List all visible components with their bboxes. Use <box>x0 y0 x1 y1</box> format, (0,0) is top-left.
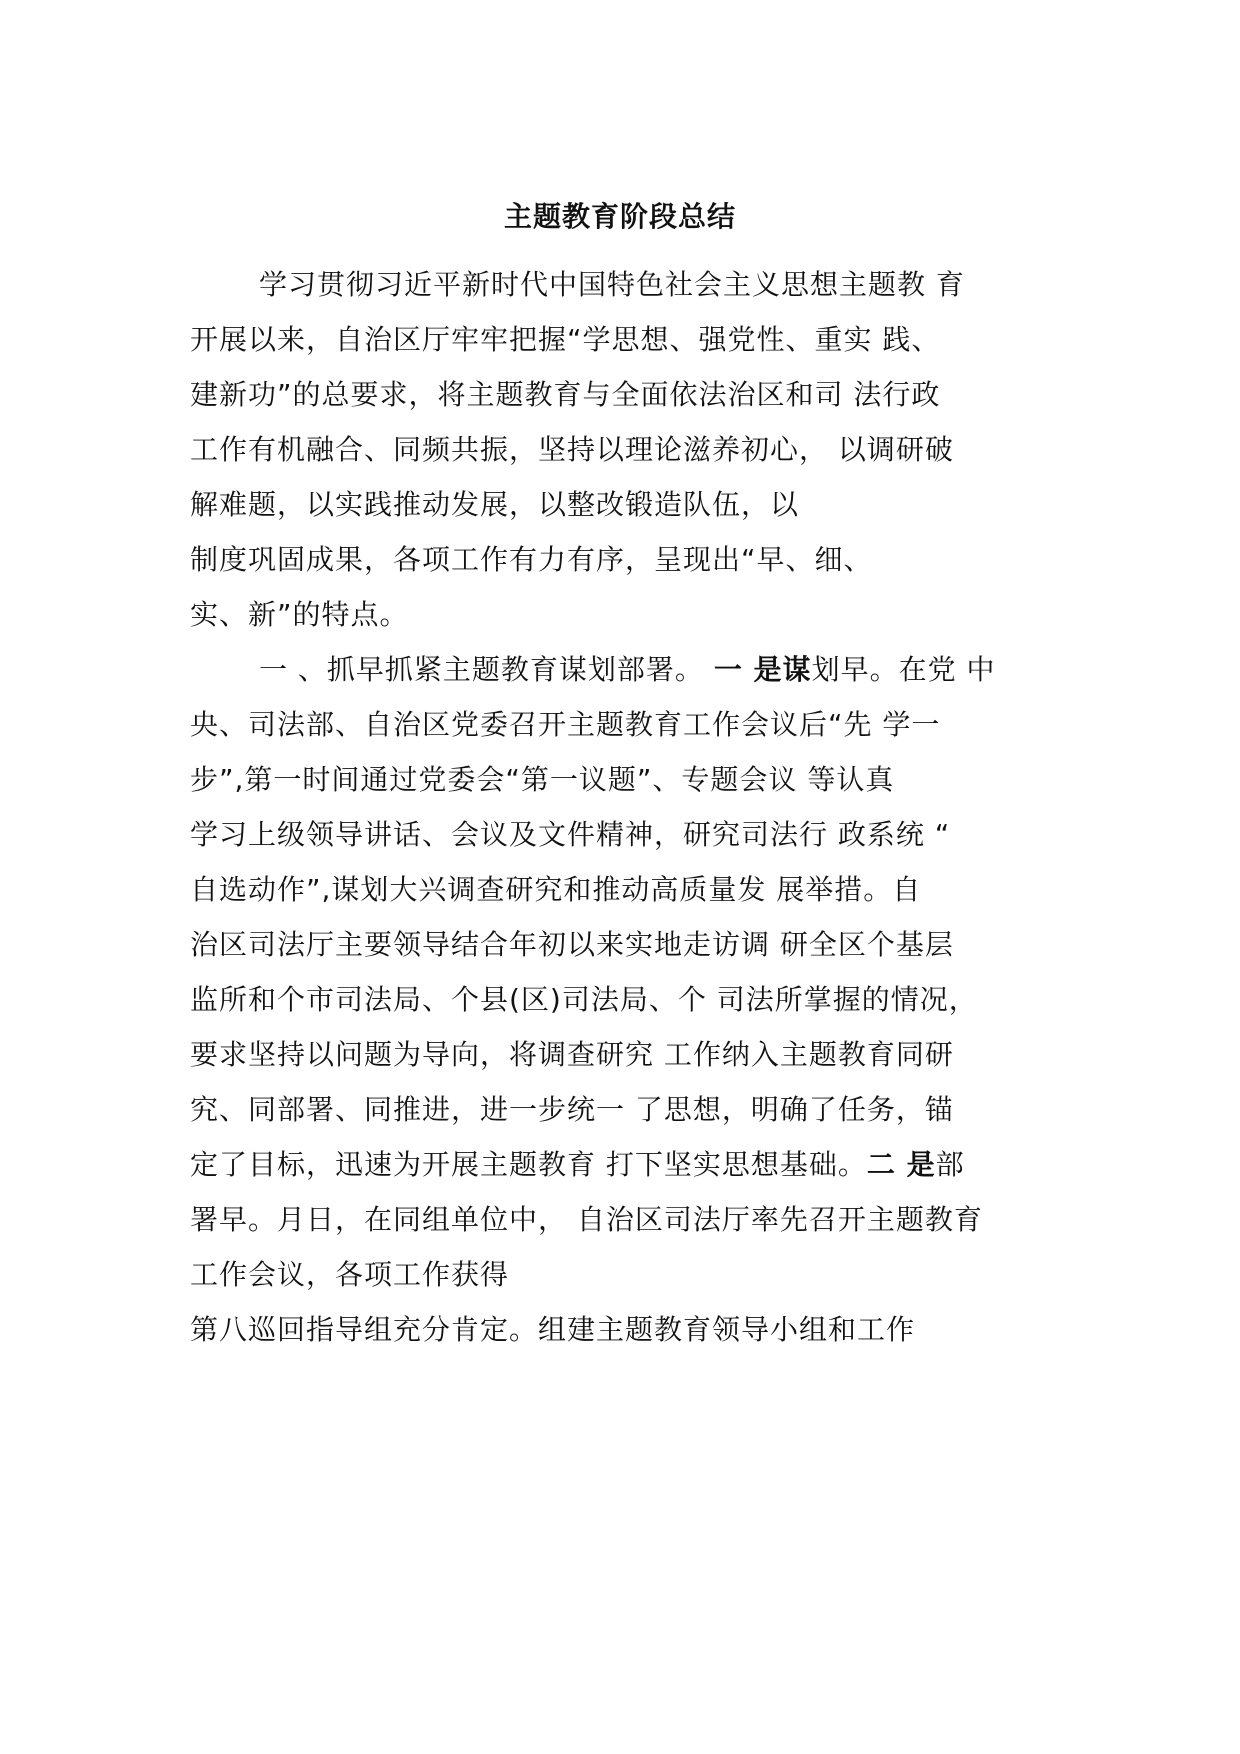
paragraph-line-point-two <box>190 1145 965 1185</box>
paragraph-line: 解难题，以实践推动发展，以整改锻造队伍，以 <box>190 488 800 521</box>
paragraph-line: 学习上级领导讲话、会议及文件精神，研究司法行 政系统 “ <box>190 818 951 851</box>
paragraph-line: 学习贯彻习近平新时代中国特色社会主义思想主题教 育 <box>259 268 965 301</box>
paragraph-line: 监所和个市司法局、个县(区)司法局、个 司法所掌握的情况， <box>190 983 978 1016</box>
paragraph-line: 工作有机融合、同频共振，坚持以理论滋养初心， 以调研破 <box>190 433 954 466</box>
point-one-label: 一 是谋 <box>713 653 812 686</box>
point-two-text: 部 <box>935 1148 965 1181</box>
section-heading: 一 、抓早抓紧主题教育谋划部署。 <box>259 653 704 686</box>
paragraph-line: 治区司法厅主要领导结合年初以来实地走访调 研全区个基层 <box>190 928 954 961</box>
paragraph-line: 制度巩固成果，各项工作有力有序，呈现出“早、细、 <box>190 543 873 576</box>
paragraph-line: 究、同部署、同推进，进一步统一 了思想，明确了任务，锚 <box>190 1093 954 1126</box>
paragraph-line: 署早。月日，在同组单位中， 自治区司法厅率先召开主题教育 <box>190 1203 983 1236</box>
section-heading-line <box>259 650 995 690</box>
paragraph-line: 自选动作”,谋划大兴调查研究和推动高质量发 展举措。自 <box>190 873 922 906</box>
paragraph-line: 要求坚持以问题为导向，将调查研究 工作纳入主题教育同研 <box>190 1038 954 1071</box>
point-two-lead: 定了目标，迅速为开展主题教育 打下坚实思想基础。 <box>190 1148 867 1181</box>
paragraph-line: 央、司法部、自治区党委召开主题教育工作会议后“先 学一 <box>190 708 941 741</box>
paragraph-line: 工作会议，各项工作获得 <box>190 1258 510 1291</box>
paragraph-line: 建新功”的总要求，将主题教育与全面依法治区和司 法行政 <box>190 378 941 411</box>
paragraph-line: 第八巡回指导组充分肯定。组建主题教育领导小组和工作 <box>190 1313 916 1346</box>
paragraph-line: 开展以来，自治区厅牢牢把握“学思想、强党性、重实 践、 <box>190 323 941 356</box>
paragraph-line: 步”,第一时间通过党委会“第一议题”、专题会议 等认真 <box>190 763 895 796</box>
point-one-text: 划早。在党 中 <box>811 653 996 686</box>
paragraph-line: 实、新”的特点。 <box>190 598 409 631</box>
document-title: 主题教育阶段总结 <box>503 200 736 233</box>
point-two-label: 二 是 <box>866 1148 936 1181</box>
